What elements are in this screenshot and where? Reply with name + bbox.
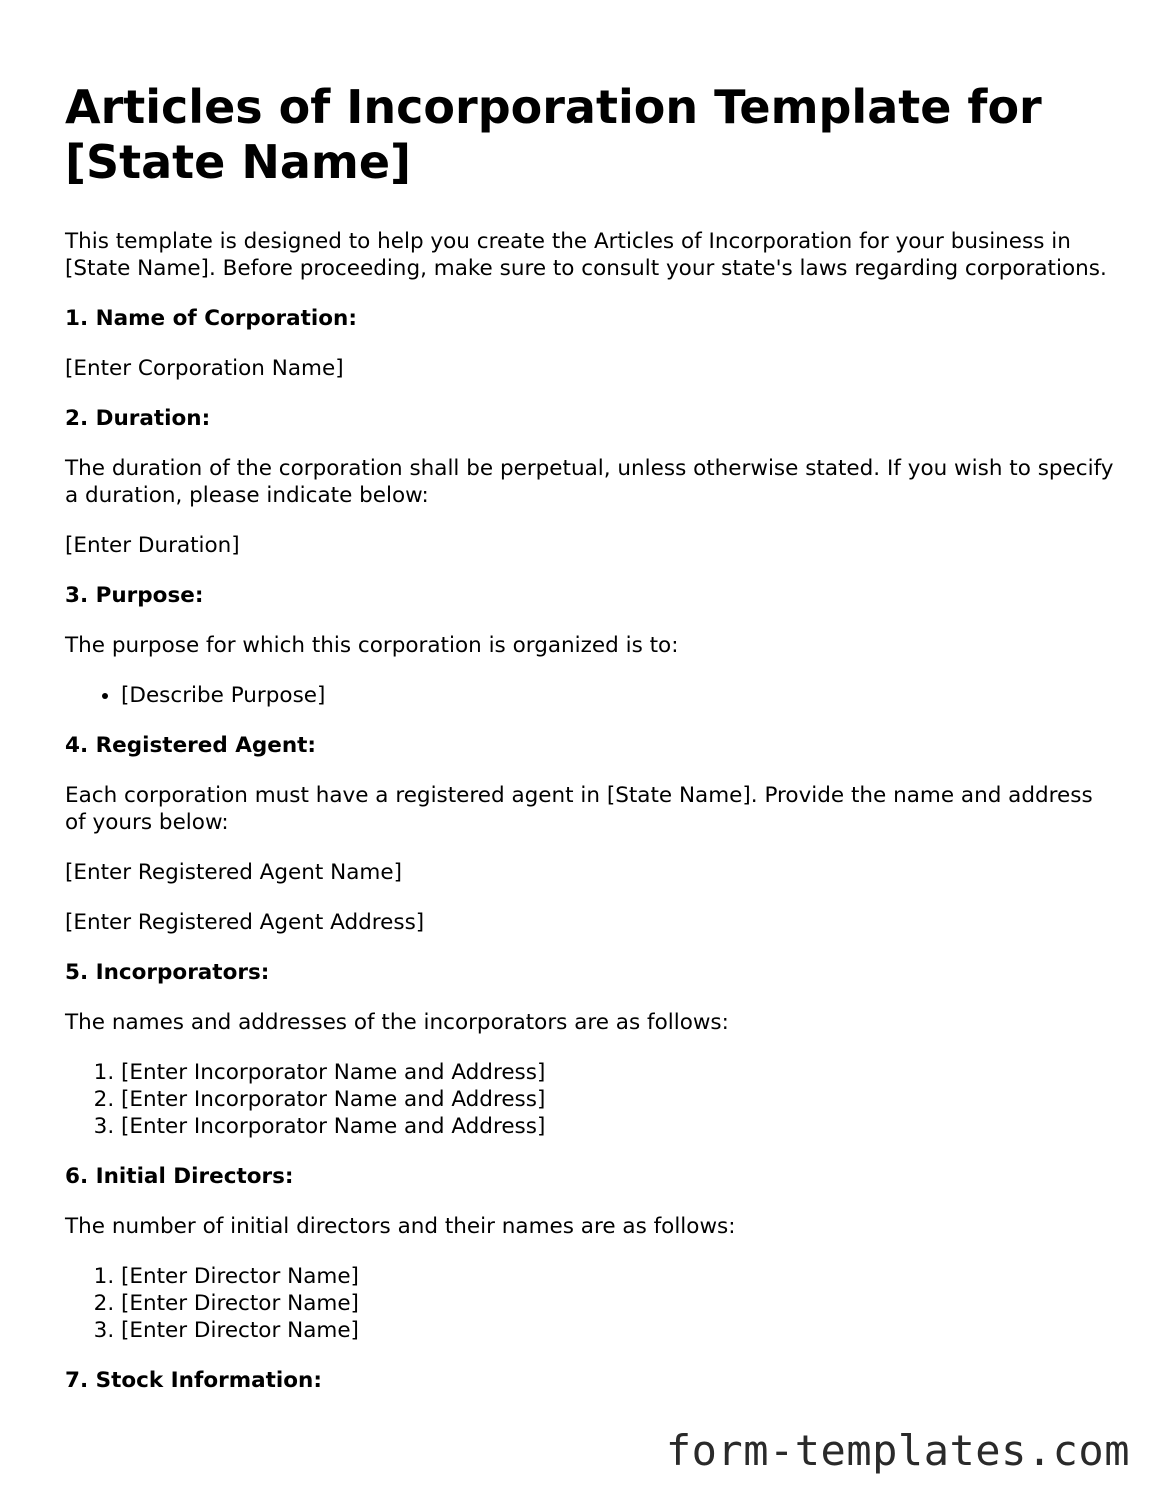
section-stock-heading: 7. Stock Information: xyxy=(65,1368,322,1393)
agent-name-placeholder: [Enter Registered Agent Name] xyxy=(65,860,402,885)
duration-placeholder: [Enter Duration] xyxy=(65,533,240,558)
purpose-list xyxy=(65,682,1115,709)
duration-text: The duration of the corporation shall be perpetual, unless otherwise stated. If you wish to specify a duration, please indicate below: xyxy=(65,456,1114,508)
list-item: • [Describe Purpose] xyxy=(121,682,1115,709)
agent-address-placeholder: [Enter Registered Agent Address] xyxy=(65,910,425,935)
section-name-heading: 1. Name of Corporation: xyxy=(65,306,357,331)
section-agent-heading: 4. Registered Agent: xyxy=(65,733,317,758)
page-title: Articles of Incorporation Template for [State Name] xyxy=(65,80,1042,189)
list-item: 3. [Enter Incorporator Name and Address] xyxy=(121,1113,1115,1140)
watermark-text: form-templates.com xyxy=(665,1426,1130,1475)
corporation-name-placeholder: [Enter Corporation Name] xyxy=(65,356,344,381)
section-purpose-heading: 3. Purpose: xyxy=(65,583,204,608)
intro-paragraph: This template is designed to help you create the Articles of Incorporation for your business in [State Name]. Before proceeding, make sure to consult your state's laws regarding corporations. xyxy=(65,229,1107,281)
directors-list xyxy=(65,1263,1115,1344)
list-item: 3. [Enter Director Name] xyxy=(121,1317,1115,1344)
list-item: 1. [Enter Incorporator Name and Address] xyxy=(121,1059,1115,1086)
document-page xyxy=(65,80,1115,1417)
directors-text: The number of initial directors and their names are as follows: xyxy=(65,1214,736,1239)
list-item: 2. [Enter Director Name] xyxy=(121,1290,1115,1317)
incorporators-text: The names and addresses of the incorporators are as follows: xyxy=(65,1010,729,1035)
section-incorporators-heading: 5. Incorporators: xyxy=(65,960,270,985)
agent-text: Each corporation must have a registered agent in [State Name]. Provide the name and address of yours below: xyxy=(65,783,1093,835)
list-item: 1. [Enter Director Name] xyxy=(121,1263,1115,1290)
incorporators-list xyxy=(65,1059,1115,1140)
section-duration-heading: 2. Duration: xyxy=(65,406,211,431)
list-item: 2. [Enter Incorporator Name and Address] xyxy=(121,1086,1115,1113)
purpose-text: The purpose for which this corporation is organized is to: xyxy=(65,633,679,658)
section-directors-heading: 6. Initial Directors: xyxy=(65,1164,294,1189)
